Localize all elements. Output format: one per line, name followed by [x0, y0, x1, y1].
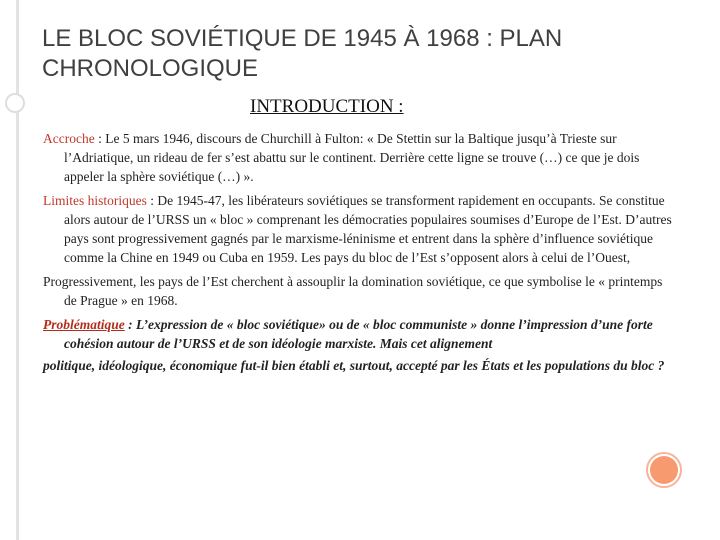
text-accroche: : Le 5 mars 1946, discours de Churchill à Fulton: « De Stettin sur la Baltique jusqu’à Trieste sur l’Adriatique, un rideau de fer s’est abattu sur le continent. Derrière cette ligne se trouve (…) ce que je dois appeler la sphère soviétique (…) ». [64, 131, 640, 184]
paragraph-accroche [43, 129, 675, 186]
slide-title: LE BLOC SOVIÉTIQUE DE 1945 À 1968 : PLAN CHRONOLOGIQUE [42, 25, 563, 82]
paragraph-progressivement [43, 272, 675, 310]
left-decorative-rule [16, 0, 19, 540]
orange-circle-ornament [646, 452, 682, 488]
label-accroche: Accroche [43, 131, 95, 146]
paragraph-limites [43, 191, 675, 267]
text-limites: : De 1945-47, les libérateurs soviétiques se transforment rapidement en occupants. Se constitue alors autour de l’URSS un « bloc » comprenant les démocraties populaires soumises d’Europe de l’Est. D’autres pays sont progressivement gagnés par le marxisme-léninisme et entrent dans la sphère d’influence soviétique comme la Chine en 1949 ou Cuba en 1959. Les pays du bloc de l’Est s’opposent alors à celui de l’Ouest, [64, 193, 672, 265]
paragraph-question [43, 356, 675, 375]
paragraph-problematique [43, 315, 675, 353]
section-heading: INTRODUCTION : [250, 96, 404, 117]
label-problematique: Problématique [43, 317, 125, 332]
text-question: politique, idéologique, économique fut-il bien établi et, surtout, accepté par les États et les populations du bloc ? [43, 358, 665, 373]
slide-body [43, 129, 675, 380]
orange-circle-inner [650, 456, 678, 484]
ring-ornament [5, 93, 25, 113]
text-progressivement: Progressivement, les pays de l’Est cherchent à assouplir la domination soviétique, ce que symbolise le « printemps de Prague » en 1968. [43, 274, 663, 308]
label-limites: Limites historiques [43, 193, 147, 208]
text-problematique: : L’expression de « bloc soviétique» ou de « bloc communiste » donne l’impression d’une forte cohésion autour de l’URSS et de son idéologie marxiste. Mais cet alignement [64, 317, 653, 351]
